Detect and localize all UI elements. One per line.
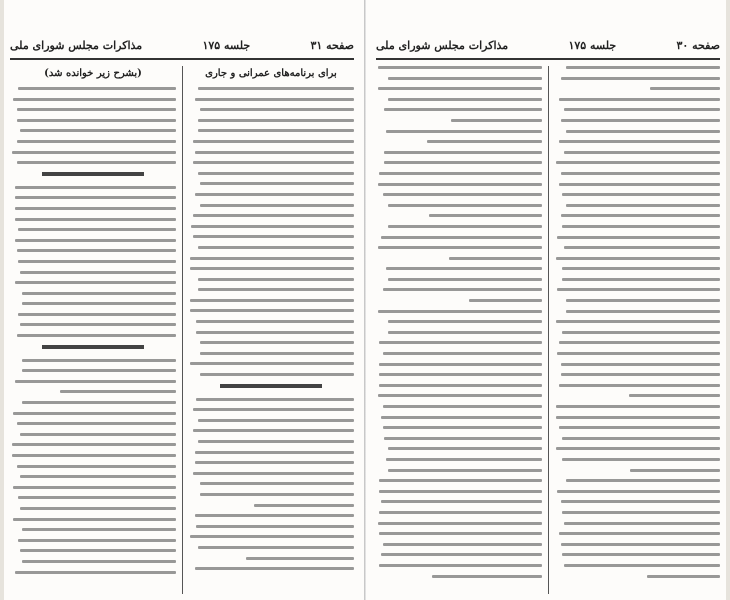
left-page-number: صفحه ۳۱ [310,38,354,52]
text-line [379,384,542,387]
right-session-label: جلسه ۱۷۵ [568,38,617,52]
text-line [60,390,176,393]
text-line [198,440,354,443]
text-line [566,130,720,133]
text-line [15,571,176,574]
right-column-divider [548,66,549,594]
text-line [198,172,354,175]
text-line [200,493,354,496]
text-line [18,496,176,499]
text-line [386,267,542,270]
text-line [17,249,176,252]
text-line [200,341,354,344]
text-line [379,511,542,514]
text-line [564,151,720,154]
text-line [193,472,354,475]
text-line [378,246,542,249]
text-line [22,292,176,295]
text-line [193,214,354,217]
text-line [557,490,720,493]
text-line [15,380,176,383]
text-line [193,429,354,432]
text-line [12,454,176,457]
text-line [15,218,176,221]
text-line [190,535,354,538]
text-line [195,98,354,101]
text-line [195,567,354,570]
text-line [20,433,176,436]
text-line [12,443,176,446]
text-line [381,416,542,419]
text-line [220,384,323,388]
text-line [557,236,720,239]
text-line [566,310,720,313]
left-column-divider [182,66,183,594]
text-line [193,140,354,143]
book-gutter [364,0,366,600]
text-line [193,408,354,411]
right-page-column-outer [376,66,542,594]
text-line [15,186,176,189]
text-line [629,394,720,397]
text-line [383,193,542,196]
text-line [195,461,354,464]
text-line [196,525,354,528]
text-line [557,352,720,355]
text-line [198,288,354,291]
text-line [388,469,542,472]
text-line [566,299,720,302]
text-line [630,469,720,472]
text-line [566,204,720,207]
text-line [200,108,354,111]
text-line [388,447,542,450]
text-line [561,363,720,366]
text-line [18,228,176,231]
text-line [190,362,354,365]
text-line [378,66,542,69]
text-line [388,98,542,101]
text-line [388,331,542,334]
text-line [20,507,176,510]
text-line [557,288,720,291]
text-line [198,129,354,132]
text-line [13,486,176,489]
text-line [556,416,720,419]
right-page [370,14,726,600]
text-line [22,528,176,531]
text-line [198,87,354,90]
left-header-rule [10,58,354,60]
text-line [378,522,542,525]
text-line [20,323,176,326]
text-line [190,309,354,312]
text-line [13,412,176,415]
text-line [379,532,542,535]
text-line [388,204,542,207]
text-line [196,320,354,323]
text-line [18,539,176,542]
text-line [42,345,145,349]
text-line [562,278,720,281]
text-line [564,564,720,567]
text-line [386,458,542,461]
text-line [379,479,542,482]
text-line [198,246,354,249]
text-line [190,299,354,302]
text-line [17,119,176,122]
text-line [195,193,354,196]
right-page-header [376,36,720,54]
text-line [17,465,176,468]
text-line [383,426,542,429]
text-line [383,288,542,291]
text-line [379,363,542,366]
text-line [190,257,354,260]
left-page-column-outer [10,66,176,594]
text-line [198,419,354,422]
text-line [556,447,720,450]
text-line [451,119,542,122]
text-line [200,182,354,185]
text-line [427,140,542,143]
text-line [559,98,720,101]
text-line [562,553,720,556]
text-line [195,514,354,517]
text-line [559,140,720,143]
text-line [561,172,720,175]
text-line [198,278,354,281]
text-line [384,437,542,440]
text-line [22,359,176,362]
text-line [193,161,354,164]
text-line [17,334,176,337]
text-line [12,151,176,154]
text-line [381,500,542,503]
text-line [562,225,720,228]
text-line [562,437,720,440]
text-line [556,405,720,408]
text-line [559,426,720,429]
text-line [429,214,542,217]
text-line [561,373,720,376]
text-line [378,87,542,90]
text-line [383,405,542,408]
left-page-column-inner [188,66,354,594]
text-line [562,458,720,461]
text-line [381,236,542,239]
text-line [561,500,720,503]
right-page-number: صفحه ۳۰ [676,38,720,52]
text-line [200,352,354,355]
text-line [17,140,176,143]
text-line [17,422,176,425]
text-line [562,193,720,196]
text-line [559,341,720,344]
right-page-column-inner [554,66,720,594]
text-line [564,246,720,249]
text-line [386,130,542,133]
text-line [200,204,354,207]
text-line [196,331,354,334]
text-line [647,575,720,578]
text-line [384,151,542,154]
text-line [469,299,542,302]
text-line [449,257,542,260]
text-line [195,451,354,454]
text-line [381,553,542,556]
right-journal-title: مذاکرات مجلس شورای ملی [376,38,509,52]
text-line [22,369,176,372]
text-line [566,66,720,69]
text-line [22,560,176,563]
text-line [564,108,720,111]
text-line [379,490,542,493]
text-line [20,549,176,552]
text-line [378,310,542,313]
section-title: برای برنامه‌های عمرانی و جاری [205,68,337,79]
text-line [650,87,720,90]
text-line [191,225,354,228]
right-header-rule [376,58,720,60]
text-line [20,129,176,132]
text-line [379,341,542,344]
text-line [193,235,354,238]
text-line [562,331,720,334]
left-page [4,14,360,600]
text-line [556,257,720,260]
text-line [561,119,720,122]
text-line [561,543,720,546]
text-line [384,108,542,111]
text-line [246,557,354,560]
text-line [196,398,354,401]
text-line [18,87,176,90]
text-line [13,518,176,521]
vote-note: (بشرح زیر خوانده شد) [44,68,142,79]
page-edge-right [726,0,730,600]
text-line [22,401,176,404]
text-line [195,151,354,154]
text-line [561,77,720,80]
text-line [198,546,354,549]
text-line [564,522,720,525]
text-line [388,320,542,323]
text-line [20,271,176,274]
text-line [559,183,720,186]
text-line [17,108,176,111]
text-line [379,373,542,376]
text-line [15,239,176,242]
text-line [200,482,354,485]
text-line [198,119,354,122]
text-line [190,267,354,270]
text-line [556,161,720,164]
text-line [432,575,542,578]
text-line [15,196,176,199]
text-line [254,504,354,507]
text-line [378,394,542,397]
text-line [200,373,354,376]
text-line [556,320,720,323]
text-line [388,278,542,281]
text-line [562,511,720,514]
text-line [18,260,176,263]
text-line [22,302,176,305]
text-line [388,225,542,228]
left-session-label: جلسه ۱۷۵ [202,38,251,52]
text-line [42,172,145,176]
text-line [18,313,176,316]
text-line [562,267,720,270]
text-line [384,161,542,164]
text-line [388,77,542,80]
text-line [383,352,542,355]
left-journal-title: مذاکرات مجلس شورای ملی [10,38,143,52]
text-line [13,98,176,101]
text-line [383,543,542,546]
text-line [566,479,720,482]
text-line [17,161,176,164]
text-line [561,214,720,217]
text-line [378,183,542,186]
text-line [15,281,176,284]
text-line [379,172,542,175]
left-page-header [10,36,354,54]
text-line [559,532,720,535]
text-line [559,384,720,387]
text-line [15,207,176,210]
text-line [379,564,542,567]
text-line [20,475,176,478]
